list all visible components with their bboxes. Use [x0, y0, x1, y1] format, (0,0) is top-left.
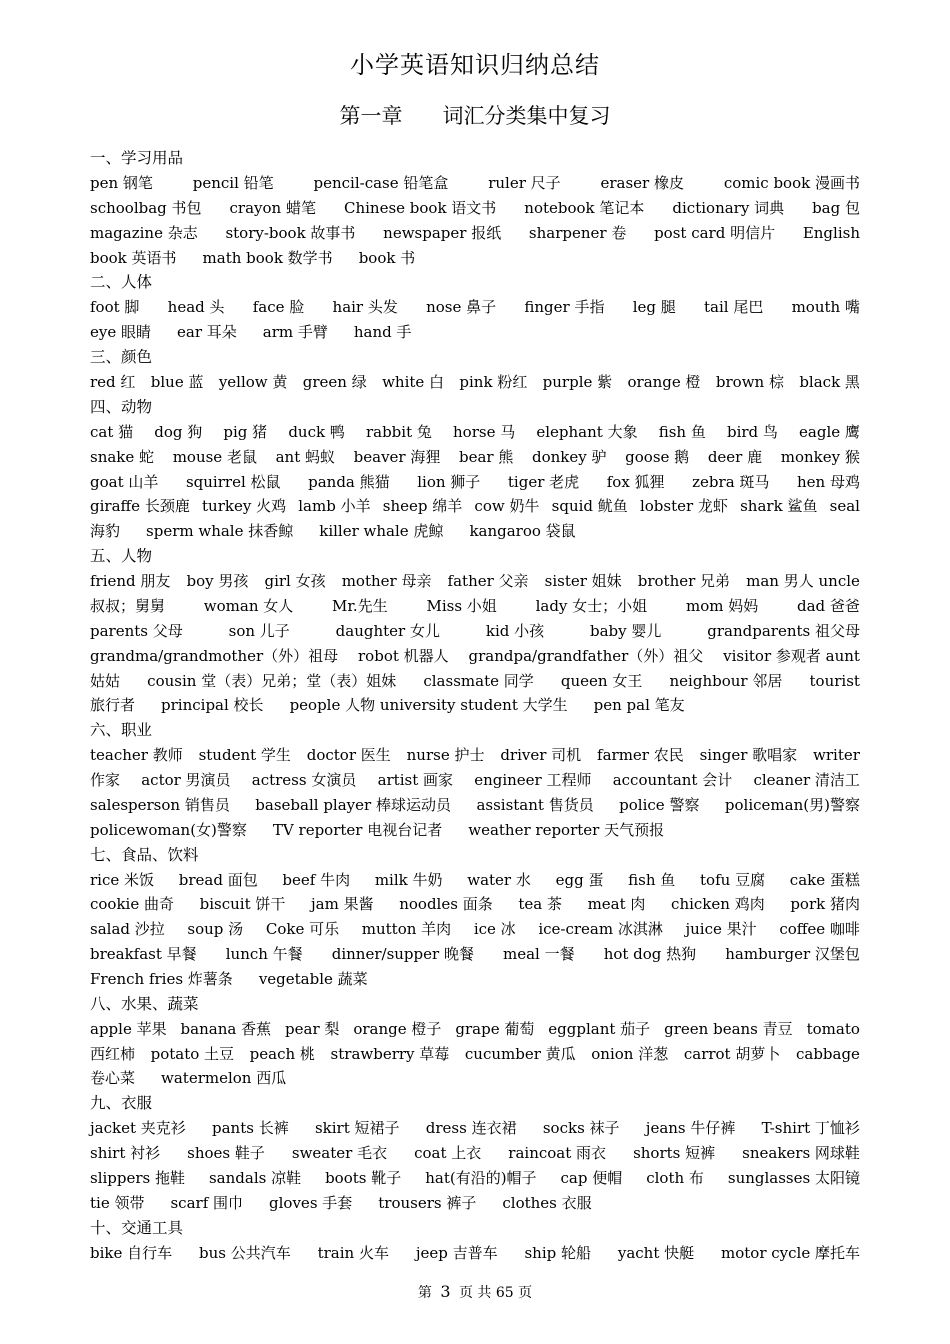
vocab-entry: hand 手 — [353, 323, 412, 342]
vocab-entry: banana 香蕉 — [180, 1019, 272, 1038]
vocab-entry: nose 鼻子 — [426, 298, 497, 317]
vocab-entry: tiger 老虎 — [507, 472, 580, 491]
vocab-line — [90, 320, 860, 345]
page-title: 小学英语知识归纳总结 — [350, 51, 600, 79]
vocab-entry: motor cycle 摩托车 — [721, 1243, 860, 1262]
vocab-line — [90, 594, 860, 619]
vocab-line — [90, 917, 860, 942]
vocab-entry: singer 歌唱家 — [699, 746, 798, 765]
vocab-entry: sandals 凉鞋 — [208, 1169, 302, 1187]
vocab-line — [90, 693, 860, 718]
vocab-entry: T-shirt 丁恤衫 — [761, 1119, 860, 1138]
vocab-entry: notebook 笔记本 — [524, 198, 645, 217]
vocab-entry: peach 桃 — [249, 1044, 315, 1063]
vocab-line — [90, 196, 860, 221]
section-heading: 五、人物 — [90, 547, 153, 566]
vocab-entry: tie 领带 — [90, 1193, 145, 1212]
vocab-entry: grape 葡萄 — [455, 1019, 535, 1038]
vocab-line — [90, 942, 860, 967]
vocab-entry: orange 橙子 — [353, 1019, 442, 1038]
vocab-entry: horse 马 — [453, 422, 516, 441]
vocab-entry: tomato — [806, 1019, 860, 1038]
vocab-entry: policewoman(女)警察 — [90, 820, 247, 839]
vocab-line — [90, 892, 860, 917]
vocab-entry: woman 女人 — [203, 596, 294, 615]
vocab-entry: eggplant 茄子 — [548, 1019, 651, 1038]
vocab-entry: breakfast 早餐 — [90, 945, 197, 964]
vocab-entry: student 学生 — [198, 746, 291, 765]
chapter-name: 词汇分类集中复习 — [442, 104, 611, 128]
vocab-entry: 海豹 — [90, 522, 121, 541]
vocab-entry: hat(有沿的)帽子 — [425, 1169, 537, 1187]
vocab-line — [90, 246, 860, 271]
vocab-entry: classmate 同学 — [423, 671, 534, 690]
vocab-entry: lobster 龙虾 — [639, 497, 728, 516]
vocab-entry: meat 肉 — [587, 895, 646, 914]
vocabulary-content — [90, 146, 860, 1266]
section-heading: 一、学习用品 — [90, 149, 184, 167]
vocab-entry: beaver 海狸 — [353, 447, 441, 466]
vocab-entry: yacht 快艇 — [617, 1243, 695, 1262]
vocab-entry: red 红 — [90, 373, 136, 392]
vocab-entry: brother 兄弟 — [637, 572, 731, 591]
vocab-entry: cabbage — [795, 1044, 860, 1063]
vocab-entry: monkey 猴 — [780, 447, 860, 466]
vocab-entry: arm 手臂 — [262, 323, 328, 342]
vocab-entry: sharpener 卷 — [528, 223, 627, 242]
vocab-entry: mother 母亲 — [341, 572, 432, 591]
vocab-entry: 旅行者 — [90, 696, 136, 715]
vocab-line — [90, 619, 860, 644]
vocab-entry: train 火车 — [317, 1243, 389, 1262]
vocab-entry: principal 校长 — [161, 696, 264, 715]
vocab-entry: comic book 漫画书 — [723, 174, 860, 192]
vocab-entry: potato 土豆 — [150, 1044, 235, 1063]
footer-total-pages: 65 — [495, 1285, 514, 1301]
vocab-entry: man 男人 uncle — [746, 572, 860, 591]
vocab-entry: leg 腿 — [632, 298, 676, 317]
vocab-entry: ship 轮船 — [524, 1243, 591, 1262]
vocab-entry: grandma/grandmother（外）祖母 — [90, 646, 339, 665]
vocab-entry: engineer 工程师 — [474, 771, 592, 790]
vocab-entry: orange 橙 — [627, 373, 701, 392]
vocab-entry: elephant 大象 — [536, 422, 638, 441]
vocab-entry: hen 母鸡 — [797, 472, 860, 491]
vocab-entry: boots 靴子 — [325, 1169, 402, 1187]
vocab-entry: jeans 牛仔裤 — [645, 1119, 736, 1138]
vocab-entry: rabbit 兔 — [365, 422, 432, 441]
vocab-entry: soup 汤 — [187, 920, 244, 939]
vocab-entry: shirt 衬衫 — [90, 1144, 161, 1163]
vocab-entry: schoolbag 书包 — [90, 198, 202, 217]
vocab-entry: shark 鲨鱼 — [740, 497, 818, 516]
vocab-entry: post card 明信片 — [654, 223, 776, 242]
vocab-entry: Miss 小姐 — [426, 596, 497, 615]
vocab-entry: assistant 售货员 — [476, 795, 594, 814]
vocab-entry: finger 手指 — [524, 298, 605, 317]
vocab-line — [90, 1042, 860, 1067]
section-heading: 八、水果、蔬菜 — [90, 994, 199, 1013]
vocab-entry: duck 鸭 — [288, 422, 345, 441]
vocab-entry: blue 蓝 — [150, 373, 204, 392]
vocab-entry: biscuit 饼干 — [199, 895, 286, 914]
page-footer — [0, 1281, 950, 1304]
vocab-entry: jacket 夹克衫 — [90, 1119, 186, 1138]
vocab-entry: story-book 故事书 — [225, 223, 356, 242]
vocab-line — [90, 445, 860, 470]
vocab-line — [90, 1166, 860, 1191]
vocab-line — [90, 644, 860, 669]
vocab-entry: 西红柿 — [90, 1044, 136, 1063]
vocab-entry: hair 头发 — [332, 298, 398, 317]
vocab-line — [90, 494, 860, 519]
vocab-entry: gloves 手套 — [269, 1193, 353, 1212]
vocab-entry: people 人物 university student 大学生 — [289, 696, 568, 715]
vocab-entry: policeman(男)警察 — [724, 795, 860, 814]
vocab-entry: pig 猪 — [223, 422, 268, 441]
footer-middle: 页 共 — [458, 1285, 492, 1301]
vocab-entry: trousers 裤子 — [378, 1193, 477, 1212]
vocab-entry: actress 女演员 — [251, 771, 357, 790]
vocab-line — [90, 221, 860, 246]
vocab-line — [90, 1191, 860, 1216]
vocab-entry: father 父亲 — [447, 572, 529, 591]
vocab-entry: newspaper 报纸 — [383, 223, 502, 242]
vocab-entry: pink 粉红 — [459, 373, 528, 392]
vocab-entry: sweater 毛衣 — [291, 1144, 388, 1163]
vocab-entry: math book 数学书 — [202, 248, 333, 267]
vocab-entry: rice 米饭 — [90, 870, 155, 889]
vocab-entry: grandparents 祖父母 — [707, 621, 860, 640]
vocab-entry: brown 棕 — [715, 373, 784, 392]
vocab-entry: beef 牛肉 — [282, 870, 351, 889]
vocab-entry: farmer 农民 — [597, 746, 684, 765]
vocab-entry: killer whale 虎鲸 — [319, 522, 444, 541]
vocab-entry: chicken 鸡肉 — [671, 895, 765, 914]
vocab-entry: egg 蛋 — [555, 870, 604, 889]
vocab-line — [90, 1116, 860, 1141]
vocab-line — [90, 171, 860, 196]
vocab-entry: driver 司机 — [500, 746, 582, 765]
vocab-entry: bike 自行车 — [90, 1243, 173, 1262]
vocab-entry: clothes 衣服 — [502, 1193, 592, 1212]
vocab-entry: panda 熊猫 — [308, 472, 390, 491]
vocab-entry: doctor 医生 — [306, 746, 391, 765]
vocab-line — [90, 818, 860, 843]
vocab-entry: seal — [829, 497, 860, 516]
vocab-entry: ice-cream 冰淇淋 — [538, 920, 663, 939]
vocab-entry: son 儿子 — [228, 621, 290, 640]
vocab-line — [90, 569, 860, 594]
vocab-entry: salad 沙拉 — [90, 920, 165, 939]
chapter-heading — [0, 102, 950, 130]
vocab-entry: goose 鹅 — [625, 447, 690, 466]
vocab-entry: 姑姑 — [90, 671, 121, 690]
section-heading: 七、食品、饮料 — [90, 845, 199, 864]
vocab-entry: dog 狗 — [154, 422, 203, 441]
vocab-entry: apple 苹果 — [90, 1019, 167, 1038]
vocab-entry: neighbour 邻居 — [669, 671, 783, 690]
vocab-entry: book 书 — [358, 248, 416, 267]
vocab-entry: zebra 斑马 — [692, 472, 770, 491]
vocab-entry: grandpa/grandfather（外）祖父 — [468, 646, 704, 665]
vocab-entry: mouth 嘴 — [791, 298, 860, 317]
vocab-entry: baseball player 棒球运动员 — [255, 795, 451, 814]
vocab-entry: bear 熊 — [459, 447, 514, 466]
vocab-entry: accountant 会计 — [612, 771, 733, 790]
vocab-entry: mouse 老鼠 — [172, 447, 257, 466]
vocab-entry: ruler 尺子 — [488, 174, 561, 192]
vocab-line — [90, 1017, 860, 1042]
vocab-entry: weather reporter 天气预报 — [468, 820, 665, 839]
vocab-entry: cat 猫 — [90, 422, 134, 441]
vocab-entry: magazine 杂志 — [90, 223, 198, 242]
vocab-entry: black 黑 — [799, 373, 860, 392]
vocab-entry: sneakers 网球鞋 — [742, 1144, 860, 1163]
vocab-entry: daughter 女儿 — [335, 621, 440, 640]
vocab-entry: girl 女孩 — [264, 572, 326, 591]
vocab-entry: foot 脚 — [90, 298, 140, 317]
vocab-entry: parents 父母 — [90, 621, 183, 640]
section-heading: 六、职业 — [90, 721, 153, 740]
vocab-entry: 叔叔；舅舅 — [90, 596, 166, 615]
vocab-entry: lamb 小羊 — [298, 497, 371, 516]
vocab-entry: dictionary 词典 — [672, 198, 785, 217]
section-heading: 四、动物 — [90, 397, 153, 416]
vocab-line — [90, 295, 860, 320]
vocab-entry: sheep 绵羊 — [382, 497, 463, 516]
vocab-entry: dinner/supper 晚餐 — [331, 945, 474, 964]
vocab-entry: 作家 — [90, 771, 121, 790]
vocab-line — [90, 420, 860, 445]
vocab-entry: artist 画家 — [377, 771, 453, 790]
vocab-entry: ice 冰 — [473, 920, 516, 939]
vocab-entry: boy 男孩 — [186, 572, 249, 591]
vocab-entry: tofu 豆腐 — [700, 870, 766, 889]
vocab-entry: milk 牛奶 — [374, 870, 443, 889]
vocab-entry: bus 公共汽车 — [199, 1243, 291, 1262]
vocab-entry: cow 奶牛 — [474, 497, 540, 516]
vocab-entry: robot 机器人 — [358, 646, 449, 665]
vocab-entry: dress 连衣裙 — [425, 1119, 517, 1138]
vocab-entry: juice 果汁 — [685, 920, 757, 939]
vocab-entry: onion 洋葱 — [591, 1044, 669, 1063]
vocab-entry: French fries 炸薯条 — [90, 969, 233, 988]
vocab-entry: meal 一餐 — [503, 945, 575, 964]
vocab-entry: TV reporter 电视台记者 — [272, 820, 443, 839]
vocab-entry: cloth 布 — [646, 1169, 704, 1187]
vocab-entry: English — [802, 223, 860, 242]
vocab-entry: kangaroo 袋鼠 — [469, 522, 576, 541]
vocab-entry: water 水 — [467, 870, 531, 889]
vocab-line — [90, 1066, 860, 1091]
vocab-entry: tail 尾巴 — [704, 298, 764, 317]
vocab-entry: eraser 橡皮 — [600, 174, 684, 192]
vocab-entry: dad 爸爸 — [797, 596, 860, 615]
vocab-entry: cucumber 黄瓜 — [464, 1044, 576, 1063]
vocab-entry: shorts 短裤 — [633, 1144, 716, 1163]
vocab-entry: ear 耳朵 — [177, 323, 237, 342]
vocab-entry: skirt 短裙子 — [314, 1119, 400, 1138]
vocab-entry: coat 上衣 — [414, 1144, 482, 1163]
vocab-entry: green 绿 — [302, 373, 367, 392]
vocab-entry: writer — [813, 746, 860, 765]
vocab-entry: snake 蛇 — [90, 447, 155, 466]
vocab-entry: salesperson 销售员 — [90, 795, 230, 814]
vocab-entry: actor 男演员 — [141, 771, 231, 790]
vocab-entry: 卷心菜 — [90, 1069, 136, 1088]
vocab-entry: eagle 鹰 — [799, 422, 860, 441]
vocab-entry: scarf 围巾 — [170, 1193, 244, 1212]
vocab-entry: Coke 可乐 — [265, 920, 340, 939]
vocab-entry: hot dog 热狗 — [603, 945, 697, 964]
vocab-line — [90, 519, 860, 544]
vocab-entry: pencil-case 铅笔盒 — [313, 174, 449, 192]
vocab-entry: fish 鱼 — [658, 422, 706, 441]
vocab-entry: donkey 驴 — [532, 447, 607, 466]
vocab-entry: teacher 教师 — [90, 746, 183, 765]
vocab-entry: bread 面包 — [178, 870, 258, 889]
vocab-line — [90, 768, 860, 793]
vocab-entry: strawberry 草莓 — [330, 1044, 450, 1063]
vocab-entry: lady 女士；小姐 — [535, 596, 648, 615]
vocab-entry: socks 袜子 — [542, 1119, 620, 1138]
vocab-entry: slippers 拖鞋 — [90, 1169, 186, 1187]
vocab-entry: head 头 — [167, 298, 225, 317]
vocab-line — [90, 868, 860, 893]
vocab-entry: ant 蚂蚁 — [275, 447, 335, 466]
vocab-entry: vegetable 蔬菜 — [258, 969, 368, 988]
vocab-entry: eye 眼睛 — [90, 323, 151, 342]
footer-prefix: 第 — [417, 1285, 432, 1301]
vocab-entry: carrot 胡萝卜 — [683, 1044, 781, 1063]
vocab-entry: pear 梨 — [285, 1019, 340, 1038]
vocab-entry: jeep 吉普车 — [415, 1243, 498, 1262]
vocab-entry: tea 茶 — [518, 895, 562, 914]
vocab-entry: purple 紫 — [542, 373, 613, 392]
vocab-line — [90, 743, 860, 768]
vocab-entry: white 白 — [382, 373, 445, 392]
section-heading: 九、衣服 — [90, 1094, 153, 1113]
vocab-entry: turkey 火鸡 — [202, 497, 287, 516]
vocab-entry: mutton 羊肉 — [361, 920, 452, 939]
footer-suffix: 页 — [518, 1285, 533, 1301]
section-heading: 三、颜色 — [90, 348, 153, 367]
vocab-entry: kid 小孩 — [485, 621, 545, 640]
vocab-entry: pants 长裤 — [212, 1119, 289, 1138]
footer-page-number: 3 — [440, 1282, 451, 1301]
vocab-entry: cap 便帽 — [560, 1169, 623, 1187]
vocab-entry: noodles 面条 — [399, 895, 493, 914]
vocab-line — [90, 793, 860, 818]
vocab-entry: sunglasses 太阳镜 — [727, 1169, 860, 1187]
vocab-entry: police 警察 — [619, 795, 700, 814]
vocab-line — [90, 1141, 860, 1166]
vocab-entry: pencil 铅笔 — [192, 174, 274, 192]
vocab-entry: goat 山羊 — [90, 472, 159, 491]
vocab-entry: fish 鱼 — [628, 870, 676, 889]
vocab-entry: yellow 黄 — [218, 373, 288, 392]
vocab-line — [90, 370, 860, 395]
vocab-entry: hamburger 汉堡包 — [725, 945, 860, 964]
vocab-entry: lunch 午餐 — [225, 945, 303, 964]
vocab-entry: cousin 堂（表）兄弟；堂（表）姐妹 — [147, 671, 397, 690]
vocab-entry: queen 女王 — [560, 671, 643, 690]
vocab-entry: nurse 护士 — [406, 746, 485, 765]
vocab-entry: bag 包 — [812, 198, 860, 217]
vocab-entry: tourist — [809, 671, 860, 690]
chapter-number: 第一章 — [339, 104, 403, 128]
vocab-entry: raincoat 雨衣 — [508, 1144, 607, 1163]
vocab-entry: shoes 鞋子 — [187, 1144, 265, 1163]
vocab-line — [90, 1241, 860, 1266]
vocab-entry: cleaner 清洁工 — [753, 771, 860, 790]
vocab-entry: mom 妈妈 — [685, 596, 759, 615]
vocab-entry: squirrel 松鼠 — [185, 472, 281, 491]
vocab-entry: pen 钢笔 — [90, 174, 153, 192]
vocab-entry: visitor 参观者 aunt — [723, 646, 860, 665]
vocab-entry: jam 果酱 — [311, 895, 374, 914]
vocab-entry: friend 朋友 — [90, 572, 171, 591]
section-heading: 二、人体 — [90, 273, 153, 292]
vocab-entry: bird 鸟 — [726, 422, 778, 441]
vocab-entry: crayon 蜡笔 — [229, 198, 316, 217]
vocab-entry: lion 狮子 — [417, 472, 481, 491]
vocab-line — [90, 669, 860, 694]
vocab-entry: squid 鱿鱼 — [551, 497, 628, 516]
vocab-entry: fox 狐狸 — [606, 472, 665, 491]
vocab-entry: pork 猪肉 — [790, 895, 860, 914]
vocab-entry: sister 姐妹 — [544, 572, 622, 591]
vocab-entry: giraffe 长颈鹿 — [90, 497, 190, 516]
vocab-entry: cookie 曲奇 — [90, 895, 174, 914]
section-heading: 十、交通工具 — [90, 1218, 184, 1237]
vocab-entry: Mr.先生 — [332, 596, 388, 615]
vocab-entry: deer 鹿 — [707, 447, 763, 466]
vocab-entry: coffee 咖啡 — [779, 920, 860, 939]
vocab-entry: baby 婴儿 — [590, 621, 662, 640]
vocab-entry: book 英语书 — [90, 248, 177, 267]
vocab-entry: face 脸 — [252, 298, 305, 317]
vocab-line — [90, 967, 860, 992]
vocab-entry: cake 蛋糕 — [789, 870, 860, 889]
vocab-entry: green beans 青豆 — [664, 1019, 793, 1038]
vocab-entry: Chinese book 语文书 — [343, 198, 497, 217]
vocab-entry: watermelon 西瓜 — [161, 1069, 287, 1088]
vocab-entry: pen pal 笔友 — [593, 696, 685, 715]
vocab-entry: sperm whale 抹香鲸 — [146, 522, 294, 541]
vocab-line — [90, 470, 860, 495]
